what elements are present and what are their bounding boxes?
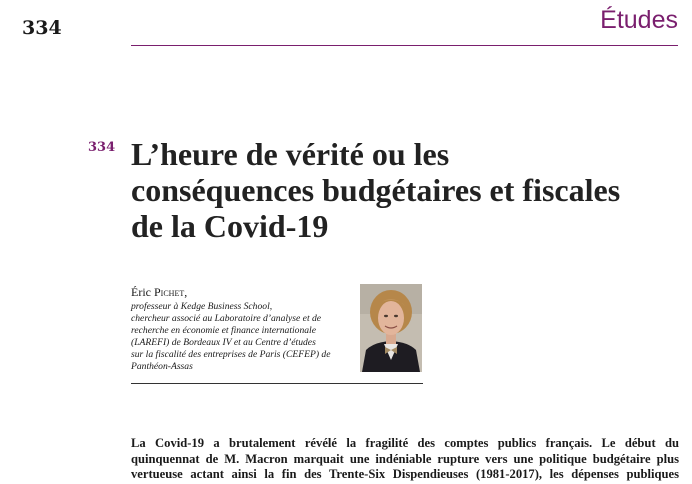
article-number: 334	[88, 140, 116, 155]
abstract-line: La Covid-19 a brutalement révélé la fragilité des comptes publics français. Le début du	[131, 436, 679, 450]
header-rule	[131, 45, 678, 46]
portrait-icon	[360, 284, 422, 372]
author-separator-rule	[131, 383, 423, 384]
affiliation-line: professeur à Kedge Business School,	[131, 301, 273, 312]
affiliation-line: (LAREFI) de Bordeaux IV et au Centre d’études	[131, 337, 316, 348]
author-portrait-photo	[360, 284, 422, 372]
affiliation-line: chercheur associé au Laboratoire d’analyse et de	[131, 313, 322, 324]
author-name	[131, 285, 187, 300]
author-last-name: Pichet,	[154, 285, 188, 299]
title-line: de la Covid-19	[131, 208, 329, 244]
affiliation-line: sur la fiscalité des entreprises de Paris (CEFEP) de	[131, 349, 331, 360]
page-number: 334	[22, 17, 62, 39]
title-line: L’heure de vérité ou les	[131, 136, 450, 172]
affiliation-line: recherche en économie et finance internationale	[131, 325, 316, 336]
author-affiliation	[131, 301, 356, 373]
article-title	[131, 136, 681, 244]
author-first-name: Éric	[131, 285, 154, 299]
abstract-line: vertueuse actant ainsi la fin des Trente-Six Dispendieuses (1981-2017), les dépenses publiques	[131, 467, 679, 481]
affiliation-line: Panthéon-Assas	[131, 361, 193, 372]
title-line: conséquences budgétaires et fiscales	[131, 172, 621, 208]
abstract-line: quinquennat de M. Macron marquait une indéniable rupture vers une politique budgétaire plus	[131, 451, 679, 466]
abstract-paragraph	[131, 436, 679, 483]
section-title: Études	[600, 6, 678, 34]
